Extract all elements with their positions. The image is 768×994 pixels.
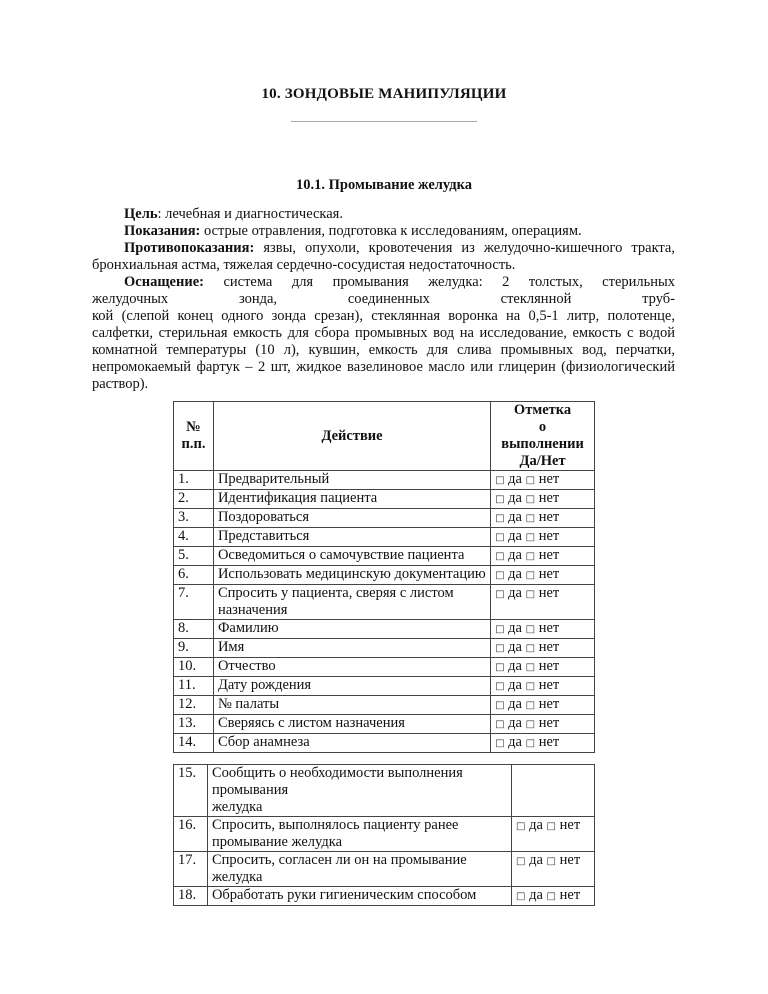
row-mark — [491, 715, 595, 734]
row-action: Осведомиться о самочувствие пациента — [213, 547, 490, 566]
row-action: Сбор анамнеза — [213, 734, 490, 753]
row-number: 7. — [174, 585, 214, 620]
yes-checkbox[interactable]: □ — [495, 551, 505, 562]
header-mark-line2: о — [538, 419, 547, 435]
no-checkbox[interactable]: □ — [525, 589, 536, 600]
table-row — [174, 585, 595, 620]
row-action: Спросить у пациента, сверяя с листом назначения — [213, 585, 490, 620]
row-action: Предварительный — [213, 471, 490, 490]
row-mark-empty — [512, 765, 595, 817]
header-number-line2: п.п. — [181, 436, 206, 452]
table-row — [174, 887, 595, 906]
yes-label: да — [508, 528, 522, 544]
row-number: 14. — [174, 734, 214, 753]
procedure-table-part2 — [173, 764, 595, 906]
yes-label: да — [508, 547, 522, 563]
goal-text: : лечебная и диагностическая. — [157, 206, 343, 222]
row-action: Спросить, выполнялось пациенту ранее промывание желудка — [207, 817, 511, 852]
yes-checkbox[interactable]: □ — [516, 856, 526, 867]
yes-checkbox[interactable]: □ — [495, 681, 505, 692]
table-row — [174, 490, 595, 509]
yes-checkbox[interactable]: □ — [516, 821, 526, 832]
row-action: Дату рождения — [213, 677, 490, 696]
no-checkbox[interactable]: □ — [546, 891, 556, 902]
table-row — [174, 528, 595, 547]
yes-checkbox[interactable]: □ — [495, 532, 505, 543]
row-mark — [491, 528, 595, 547]
header-action: Действие — [213, 402, 490, 471]
no-checkbox[interactable]: □ — [546, 821, 556, 832]
yes-checkbox[interactable]: □ — [495, 643, 505, 654]
table-row — [174, 852, 595, 887]
table-header-row — [174, 402, 595, 471]
row-mark — [512, 852, 595, 887]
no-checkbox[interactable]: □ — [525, 551, 536, 562]
row-action — [207, 765, 511, 817]
yes-checkbox[interactable]: □ — [495, 589, 505, 600]
indications-paragraph — [92, 223, 675, 240]
no-checkbox[interactable]: □ — [525, 532, 536, 543]
equipment-text-line1: система для промывания желудка: 2 толстых, стерильных — [203, 274, 675, 290]
row-number: 12. — [174, 696, 214, 715]
table-row — [174, 509, 595, 528]
row-mark — [491, 509, 595, 528]
row-action: Идентификация пациента — [213, 490, 490, 509]
yes-checkbox[interactable]: □ — [495, 624, 505, 635]
table-row — [174, 677, 595, 696]
table-row — [174, 696, 595, 715]
no-label: нет — [538, 658, 560, 674]
contraindications-text: язвы, опухоли, кровотечения из желудочно-кишечного тракта, бронхиальная астма, тяжелая сердечно-сосудистая недостаточность. — [92, 240, 675, 273]
equipment-text-rest: кой (слепой конец одного зонда срезан), стеклянная воронка на 0,5-1 литр, полотенце, салфетки, стерильная емкость для сбора промывных вод на исследование, емкость с водой комнатной температуры (10 л), кувшин, емкость для слива промывных вод, перчатки, непромокаемый фартук – 2 шт, жидкое вазелиновое масло или глицерин (физиологический раствор). — [92, 308, 675, 392]
row-number: 9. — [174, 639, 214, 658]
row-action: Отчество — [213, 658, 490, 677]
row-mark — [491, 677, 595, 696]
table-row — [174, 658, 595, 677]
yes-checkbox[interactable]: □ — [495, 700, 505, 711]
yes-label: да — [508, 658, 522, 674]
row-mark — [491, 490, 595, 509]
yes-checkbox[interactable]: □ — [495, 662, 505, 673]
no-label: нет — [559, 852, 581, 868]
contraindications-paragraph — [92, 240, 675, 274]
row-mark — [512, 817, 595, 852]
goal-paragraph — [92, 206, 675, 223]
no-label: нет — [559, 887, 581, 903]
no-label: нет — [538, 547, 560, 563]
header-mark-line4: Да/Нет — [519, 453, 566, 469]
row-number: 5. — [174, 547, 214, 566]
table-row — [174, 715, 595, 734]
row-number: 10. — [174, 658, 214, 677]
row-action-line3: желудка — [211, 799, 263, 815]
header-number — [174, 402, 214, 471]
header-number-line1: № — [186, 419, 201, 435]
no-label: нет — [538, 734, 560, 750]
row-mark — [491, 566, 595, 585]
row-number: 11. — [174, 677, 214, 696]
no-checkbox[interactable]: □ — [525, 475, 536, 486]
section-title: 10.1. Промывание желудка — [296, 177, 472, 193]
indications-label: Показания: — [124, 223, 201, 239]
no-label: нет — [538, 620, 560, 636]
row-number: 13. — [174, 715, 214, 734]
yes-label: да — [508, 566, 522, 582]
row-action-line1: Сообщить о необходимости выполнения — [211, 765, 463, 781]
no-checkbox[interactable]: □ — [525, 681, 536, 692]
no-checkbox[interactable]: □ — [525, 719, 536, 730]
no-label: нет — [538, 585, 560, 601]
row-action: Представиться — [213, 528, 490, 547]
header-mark-line1: Отметка — [513, 402, 572, 418]
no-label: нет — [538, 490, 560, 506]
row-mark — [491, 620, 595, 639]
table-row — [174, 639, 595, 658]
table-row — [174, 547, 595, 566]
no-label: нет — [538, 715, 560, 731]
yes-label: да — [508, 696, 522, 712]
no-checkbox[interactable]: □ — [525, 738, 536, 749]
header-mark-line3: выполнении — [501, 436, 584, 452]
row-number: 1. — [174, 471, 214, 490]
row-action: Имя — [213, 639, 490, 658]
yes-label: да — [508, 585, 522, 601]
row-action: Фамилию — [213, 620, 490, 639]
row-mark — [491, 547, 595, 566]
indications-text: острые отравления, подготовка к исследованиям, операциям. — [200, 223, 582, 239]
yes-label: да — [529, 852, 543, 868]
no-checkbox[interactable]: □ — [525, 662, 536, 673]
yes-checkbox[interactable]: □ — [495, 513, 505, 524]
no-checkbox[interactable]: □ — [525, 494, 536, 505]
header-mark — [491, 402, 595, 471]
yes-label: да — [508, 471, 522, 487]
no-label: нет — [538, 528, 560, 544]
yes-label: да — [508, 620, 522, 636]
table-row — [174, 734, 595, 753]
row-mark — [491, 471, 595, 490]
no-label: нет — [538, 471, 560, 487]
yes-label: да — [529, 817, 543, 833]
row-action: Обработать руки гигиеническим способом — [207, 887, 511, 906]
row-number: 15. — [174, 765, 208, 817]
yes-checkbox[interactable]: □ — [516, 891, 526, 902]
row-action: Сверяясь с листом назначения — [213, 715, 490, 734]
no-checkbox[interactable]: □ — [525, 700, 536, 711]
row-number: 16. — [174, 817, 208, 852]
no-label: нет — [538, 566, 560, 582]
row-action: № палаты — [213, 696, 490, 715]
yes-label: да — [508, 490, 522, 506]
row-mark — [491, 585, 595, 620]
row-mark — [512, 887, 595, 906]
row-number: 18. — [174, 887, 208, 906]
yes-checkbox[interactable]: □ — [495, 475, 505, 486]
yes-label: да — [508, 715, 522, 731]
title-divider — [291, 121, 477, 122]
yes-checkbox[interactable]: □ — [495, 494, 505, 505]
yes-label: да — [508, 639, 522, 655]
no-label: нет — [538, 677, 560, 693]
table-row — [174, 566, 595, 585]
yes-label: да — [529, 887, 543, 903]
chapter-title: 10. ЗОНДОВЫЕ МАНИПУЛЯЦИИ — [261, 86, 507, 102]
no-checkbox[interactable]: □ — [546, 856, 556, 867]
no-label: нет — [538, 639, 560, 655]
no-label: нет — [559, 817, 581, 833]
no-checkbox[interactable]: □ — [525, 624, 536, 635]
row-number: 3. — [174, 509, 214, 528]
row-number: 2. — [174, 490, 214, 509]
yes-label: да — [508, 677, 522, 693]
yes-checkbox[interactable]: □ — [495, 570, 505, 581]
yes-label: да — [508, 734, 522, 750]
no-checkbox[interactable]: □ — [525, 513, 536, 524]
table-row — [174, 471, 595, 490]
row-mark — [491, 696, 595, 715]
row-action-line2: промывания — [211, 782, 289, 798]
table-row — [174, 765, 595, 817]
row-mark — [491, 734, 595, 753]
no-label: нет — [538, 509, 560, 525]
description-block — [92, 206, 675, 393]
yes-label: да — [508, 509, 522, 525]
row-number: 4. — [174, 528, 214, 547]
no-checkbox[interactable]: □ — [525, 570, 536, 581]
row-mark — [491, 639, 595, 658]
table-row — [174, 620, 595, 639]
contraindications-label: Противопоказания: — [124, 240, 255, 256]
row-number: 8. — [174, 620, 214, 639]
equipment-paragraph — [92, 274, 675, 291]
table-row — [174, 817, 595, 852]
row-number: 6. — [174, 566, 214, 585]
no-checkbox[interactable]: □ — [525, 643, 536, 654]
row-number: 17. — [174, 852, 208, 887]
procedure-table-part1 — [173, 401, 595, 753]
no-label: нет — [538, 696, 560, 712]
yes-checkbox[interactable]: □ — [495, 719, 505, 730]
row-action: Спросить, согласен ли он на промывание желудка — [207, 852, 511, 887]
row-action: Поздороваться — [213, 509, 490, 528]
row-action: Использовать медицинскую документацию — [213, 566, 490, 585]
equipment-text-line2: желудочных зонда, соединенных стеклянной труб- — [92, 291, 675, 307]
row-mark — [491, 658, 595, 677]
yes-checkbox[interactable]: □ — [495, 738, 505, 749]
goal-label: Цель — [124, 206, 158, 222]
equipment-label: Оснащение: — [124, 274, 204, 290]
